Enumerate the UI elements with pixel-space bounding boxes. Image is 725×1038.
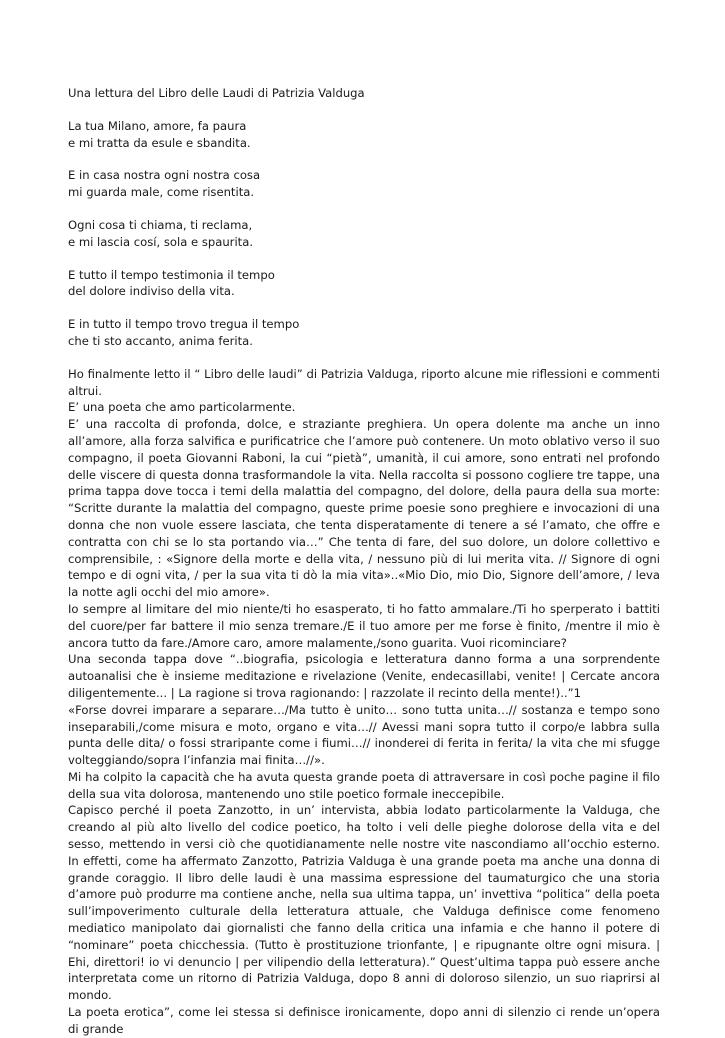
poem-line: e mi lascia cosí, sola e spaurita. <box>68 234 254 249</box>
poem-stanza-3 <box>68 217 660 251</box>
document-title: Una lettura del Libro delle Laudi di Patrizia Valduga <box>68 86 365 100</box>
body-paragraph: E’ una raccolta di profonda, dolce, e straziante preghiera. Un opera dolente ma anche un inno all’amore, alla forza salvifica e purificatrice che l’amore può contenere. Un moto oblativo verso il suo compagno, il poeta Giovanni Raboni, la cui “pietà”, umanità, il cui amore, sono entrati nel profondo delle viscere di questa donna trasformandole la vita. Nella raccolta si possono cogliere tre tappe, una prima tappa dove tocca i temi della malattia del compagno, del dolore, della paura della sua morte: “Scritte durante la malattia del compagno, queste prime poesie sono preghiere e invocazioni di una donna che non vuole essere lasciata, che tenta disperatamente di tenere a sé l’amato, che offre e contratta con chi se lo sta portando via…” Che tenta di fare, del suo dolore, un dolore collettivo e comprensibile, : «Signore della morte e della vita, / nessuno più di lui merita vita. // Signore di ogni tempo e di ogni vita, / per la sua vita ti dò la mia vita»..«Mio Dio, mio Dio, Signore dell’amore, / leva la notte agli occhi del mio amore». <box>68 417 660 600</box>
body-paragraph: Io sempre al limitare del mio niente/ti ho esasperato, ti ho fatto ammalare./Ti ho sperperato i battiti del cuore/per far battere il mio senza tremare./E il tuo amore per me forse è finito, /mentre il mio è ancora tutto da fare./Amore caro, amore malamente,/sono guarita. Vuoi ricominciare? <box>68 601 660 650</box>
poem-line: E in casa nostra ogni nostra cosa <box>68 168 261 183</box>
body-paragraph: Ho finalmente letto il “ Libro delle laudi” di Patrizia Valduga, riporto alcune mie riflessioni e commenti altrui. <box>68 366 660 398</box>
body-paragraph: La poeta erotica”, come lei stessa si definisce ironicamente, dopo anni di silenzio ci rende un’opera di grande <box>68 1005 660 1036</box>
poem-stanza-1 <box>68 118 660 152</box>
poem-line: del dolore indiviso della vita. <box>68 284 235 299</box>
body-paragraph: Una seconda tappa dove “..biografia, psicologia e letteratura danno forma a una sorprendente autoanalisi che è insieme meditazione e rivelazione (Venite, endecasillabi, venite! | Cercate ancora diligentemente... | La ragione si trova ragionando: | razzolate il recinto della mente!)..”1 <box>68 652 660 700</box>
poem-line: La tua Milano, amore, fa paura <box>68 118 247 133</box>
body-paragraph: Mi ha colpito la capacità che ha avuta questa grande poeta di attraversare in così poche pagine il filo della sua vita dolorosa, mantenendo uno stile poetico formale ineccepibile. <box>68 769 660 801</box>
body-paragraph: Capisco perché il poeta Zanzotto, in un’ intervista, abbia lodato particolarmente la Valduga, che creando al più alto livello del codice poetico, ha tolto i veli delle pieghe dolorose della vita e del sesso, mettendo in versi ciò che quotidianamente nelle nostre vite nascondiamo all’occhio esterno. In effetti, come ha affermato Zanzotto, Patrizia Valduga è una grande poeta ma anche una donna di grande coraggio. Il libro delle laudi è una massima espressione del taumaturgico che una storia d’amore può produrre ma contiene anche, nella sua ultima tappa, un’ invettiva “politica” della poeta sull’impoverimento culturale della letteratura attuale, che Valduga definisce come fenomeno mediatico manipolato dai giornalisti che fanno della critica una infamia e che hanno il potere di “nominare” poeta chicchessia. (Tutto è prostituzione trionfante, | e ripugnante oltre ogni misura. | Ehi, direttori! io vi denuncio | per vilipendio della letteratura).” Quest’ultima tappa può essere anche interpretata come un ritorno di Patrizia Valduga, dopo 8 anni di doloroso silenzio, un suo riaprirsi al mondo. <box>68 803 660 1003</box>
poem-line: che ti sto accanto, anima ferita. <box>68 333 253 348</box>
poem-line: E in tutto il tempo trovo tregua il tempo <box>68 317 300 332</box>
body-paragraph: «Forse dovrei imparare a separare…/Ma tutto è unito… sono tutta unita…// sostanza e tempo sono inseparabili,/come misura e moto, organo e vita…// Avessi mani sopra tutto il corpo/e labbra sulla punta delle dita/ o fossi straripante come i fiumi…// inonderei di ferita in ferita/ la vita che mi sfugge volteggiando/sopra l’infanzia mai finita…//». <box>68 702 660 768</box>
document-page <box>68 85 660 1038</box>
poem-line: mi guarda male, come risentita. <box>68 185 255 200</box>
poem-line: E tutto il tempo testimonia il tempo <box>68 267 275 282</box>
body-paragraph: E’ una poeta che amo particolarmente. <box>68 400 296 415</box>
poem-stanza-2 <box>68 167 660 201</box>
poem-stanza-4 <box>68 267 660 301</box>
poem-line: Ogni cosa ti chiama, ti reclama, <box>68 217 253 232</box>
poem-line: e mi tratta da esule e sbandita. <box>68 135 251 150</box>
poem-stanza-5 <box>68 316 660 350</box>
